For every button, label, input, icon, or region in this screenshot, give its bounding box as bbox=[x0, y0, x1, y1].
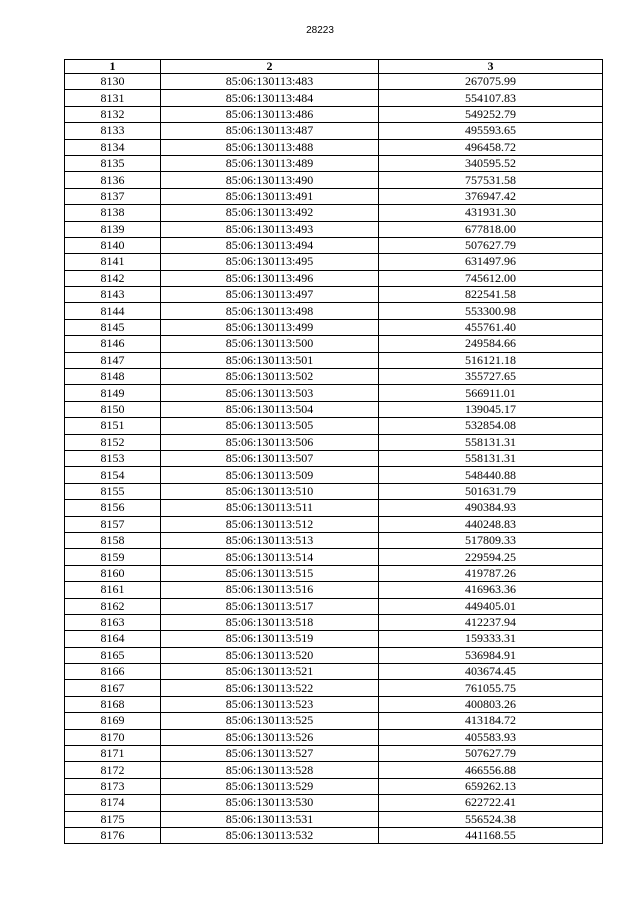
table-row bbox=[65, 516, 603, 532]
table-row bbox=[65, 565, 603, 581]
value-cell: 455761.40 bbox=[379, 319, 603, 335]
value-cell: 745612.00 bbox=[379, 270, 603, 286]
data-table bbox=[64, 59, 603, 844]
cadastral-number-cell: 85:06:130113:506 bbox=[161, 434, 379, 450]
cadastral-number-cell: 85:06:130113:518 bbox=[161, 614, 379, 630]
cadastral-number-cell: 85:06:130113:503 bbox=[161, 385, 379, 401]
column-header-2: 2 bbox=[161, 60, 379, 74]
cadastral-number-cell: 85:06:130113:512 bbox=[161, 516, 379, 532]
value-cell: 553300.98 bbox=[379, 303, 603, 319]
cadastral-number-cell: 85:06:130113:495 bbox=[161, 254, 379, 270]
table-row bbox=[65, 123, 603, 139]
value-cell: 412237.94 bbox=[379, 614, 603, 630]
value-cell: 466556.88 bbox=[379, 762, 603, 778]
cadastral-number-cell: 85:06:130113:496 bbox=[161, 270, 379, 286]
row-number-cell: 8160 bbox=[65, 565, 161, 581]
row-number-cell: 8154 bbox=[65, 467, 161, 483]
value-cell: 507627.79 bbox=[379, 746, 603, 762]
table-row bbox=[65, 467, 603, 483]
column-header-3: 3 bbox=[379, 60, 603, 74]
cadastral-number-cell: 85:06:130113:511 bbox=[161, 500, 379, 516]
cadastral-number-cell: 85:06:130113:488 bbox=[161, 139, 379, 155]
cadastral-number-cell: 85:06:130113:507 bbox=[161, 450, 379, 466]
value-cell: 490384.93 bbox=[379, 500, 603, 516]
cadastral-number-cell: 85:06:130113:501 bbox=[161, 352, 379, 368]
cadastral-number-cell: 85:06:130113:526 bbox=[161, 729, 379, 745]
cadastral-number-cell: 85:06:130113:520 bbox=[161, 647, 379, 663]
value-cell: 449405.01 bbox=[379, 598, 603, 614]
cadastral-number-cell: 85:06:130113:519 bbox=[161, 631, 379, 647]
table-row bbox=[65, 647, 603, 663]
cadastral-number-cell: 85:06:130113:525 bbox=[161, 713, 379, 729]
row-number-cell: 8130 bbox=[65, 74, 161, 90]
table-row bbox=[65, 795, 603, 811]
row-number-cell: 8138 bbox=[65, 205, 161, 221]
cadastral-number-cell: 85:06:130113:500 bbox=[161, 336, 379, 352]
row-number-cell: 8158 bbox=[65, 532, 161, 548]
table-row bbox=[65, 762, 603, 778]
row-number-cell: 8161 bbox=[65, 582, 161, 598]
table-row bbox=[65, 74, 603, 90]
cadastral-number-cell: 85:06:130113:517 bbox=[161, 598, 379, 614]
table-row bbox=[65, 287, 603, 303]
table-row bbox=[65, 614, 603, 630]
value-cell: 440248.83 bbox=[379, 516, 603, 532]
table-row bbox=[65, 336, 603, 352]
row-number-cell: 8155 bbox=[65, 483, 161, 499]
cadastral-number-cell: 85:06:130113:502 bbox=[161, 369, 379, 385]
table-row bbox=[65, 500, 603, 516]
value-cell: 516121.18 bbox=[379, 352, 603, 368]
row-number-cell: 8174 bbox=[65, 795, 161, 811]
row-number-cell: 8139 bbox=[65, 221, 161, 237]
cadastral-number-cell: 85:06:130113:532 bbox=[161, 827, 379, 843]
row-number-cell: 8169 bbox=[65, 713, 161, 729]
table-row bbox=[65, 434, 603, 450]
table-row bbox=[65, 254, 603, 270]
row-number-cell: 8141 bbox=[65, 254, 161, 270]
row-number-cell: 8146 bbox=[65, 336, 161, 352]
value-cell: 761055.75 bbox=[379, 680, 603, 696]
value-cell: 267075.99 bbox=[379, 74, 603, 90]
row-number-cell: 8132 bbox=[65, 106, 161, 122]
table-row bbox=[65, 778, 603, 794]
row-number-cell: 8150 bbox=[65, 401, 161, 417]
row-number-cell: 8152 bbox=[65, 434, 161, 450]
row-number-cell: 8131 bbox=[65, 90, 161, 106]
cadastral-number-cell: 85:06:130113:514 bbox=[161, 549, 379, 565]
row-number-cell: 8136 bbox=[65, 172, 161, 188]
cadastral-number-cell: 85:06:130113:497 bbox=[161, 287, 379, 303]
row-number-cell: 8135 bbox=[65, 155, 161, 171]
value-cell: 532854.08 bbox=[379, 418, 603, 434]
value-cell: 517809.33 bbox=[379, 532, 603, 548]
cadastral-number-cell: 85:06:130113:491 bbox=[161, 188, 379, 204]
value-cell: 496458.72 bbox=[379, 139, 603, 155]
value-cell: 229594.25 bbox=[379, 549, 603, 565]
row-number-cell: 8163 bbox=[65, 614, 161, 630]
row-number-cell: 8137 bbox=[65, 188, 161, 204]
cadastral-number-cell: 85:06:130113:483 bbox=[161, 74, 379, 90]
row-number-cell: 8148 bbox=[65, 369, 161, 385]
row-number-cell: 8165 bbox=[65, 647, 161, 663]
row-number-cell: 8157 bbox=[65, 516, 161, 532]
row-number-cell: 8166 bbox=[65, 664, 161, 680]
table-row bbox=[65, 450, 603, 466]
cadastral-number-cell: 85:06:130113:515 bbox=[161, 565, 379, 581]
table-row bbox=[65, 237, 603, 253]
cadastral-number-cell: 85:06:130113:509 bbox=[161, 467, 379, 483]
table-row bbox=[65, 713, 603, 729]
value-cell: 340595.52 bbox=[379, 155, 603, 171]
row-number-cell: 8133 bbox=[65, 123, 161, 139]
table-row bbox=[65, 352, 603, 368]
table-row bbox=[65, 418, 603, 434]
value-cell: 548440.88 bbox=[379, 467, 603, 483]
cadastral-number-cell: 85:06:130113:530 bbox=[161, 795, 379, 811]
row-number-cell: 8140 bbox=[65, 237, 161, 253]
row-number-cell: 8142 bbox=[65, 270, 161, 286]
value-cell: 507627.79 bbox=[379, 237, 603, 253]
cadastral-number-cell: 85:06:130113:505 bbox=[161, 418, 379, 434]
table-row bbox=[65, 205, 603, 221]
table-row bbox=[65, 155, 603, 171]
value-cell: 413184.72 bbox=[379, 713, 603, 729]
cadastral-number-cell: 85:06:130113:523 bbox=[161, 696, 379, 712]
value-cell: 139045.17 bbox=[379, 401, 603, 417]
table-row bbox=[65, 221, 603, 237]
row-number-cell: 8143 bbox=[65, 287, 161, 303]
cadastral-number-cell: 85:06:130113:522 bbox=[161, 680, 379, 696]
value-cell: 566911.01 bbox=[379, 385, 603, 401]
table-header-row bbox=[65, 60, 603, 74]
value-cell: 622722.41 bbox=[379, 795, 603, 811]
table-row bbox=[65, 483, 603, 499]
page-number: 28223 bbox=[306, 25, 334, 36]
cadastral-number-cell: 85:06:130113:493 bbox=[161, 221, 379, 237]
value-cell: 495593.65 bbox=[379, 123, 603, 139]
value-cell: 405583.93 bbox=[379, 729, 603, 745]
table-row bbox=[65, 172, 603, 188]
cadastral-number-cell: 85:06:130113:486 bbox=[161, 106, 379, 122]
value-cell: 403674.45 bbox=[379, 664, 603, 680]
value-cell: 554107.83 bbox=[379, 90, 603, 106]
row-number-cell: 8156 bbox=[65, 500, 161, 516]
row-number-cell: 8173 bbox=[65, 778, 161, 794]
cadastral-number-cell: 85:06:130113:531 bbox=[161, 811, 379, 827]
row-number-cell: 8159 bbox=[65, 549, 161, 565]
row-number-cell: 8170 bbox=[65, 729, 161, 745]
row-number-cell: 8176 bbox=[65, 827, 161, 843]
cadastral-number-cell: 85:06:130113:513 bbox=[161, 532, 379, 548]
value-cell: 558131.31 bbox=[379, 450, 603, 466]
table-row bbox=[65, 549, 603, 565]
cadastral-number-cell: 85:06:130113:504 bbox=[161, 401, 379, 417]
value-cell: 536984.91 bbox=[379, 647, 603, 663]
table-row bbox=[65, 90, 603, 106]
row-number-cell: 8164 bbox=[65, 631, 161, 647]
row-number-cell: 8167 bbox=[65, 680, 161, 696]
table-body bbox=[65, 74, 603, 844]
row-number-cell: 8134 bbox=[65, 139, 161, 155]
table-row bbox=[65, 582, 603, 598]
cadastral-number-cell: 85:06:130113:528 bbox=[161, 762, 379, 778]
table-row bbox=[65, 811, 603, 827]
value-cell: 159333.31 bbox=[379, 631, 603, 647]
value-cell: 677818.00 bbox=[379, 221, 603, 237]
row-number-cell: 8168 bbox=[65, 696, 161, 712]
table-row bbox=[65, 532, 603, 548]
row-number-cell: 8175 bbox=[65, 811, 161, 827]
value-cell: 659262.13 bbox=[379, 778, 603, 794]
table-row bbox=[65, 746, 603, 762]
table-header bbox=[65, 60, 603, 74]
row-number-cell: 8162 bbox=[65, 598, 161, 614]
cadastral-number-cell: 85:06:130113:494 bbox=[161, 237, 379, 253]
cadastral-number-cell: 85:06:130113:516 bbox=[161, 582, 379, 598]
table-row bbox=[65, 270, 603, 286]
table-row bbox=[65, 188, 603, 204]
value-cell: 549252.79 bbox=[379, 106, 603, 122]
cadastral-number-cell: 85:06:130113:489 bbox=[161, 155, 379, 171]
table-row bbox=[65, 319, 603, 335]
value-cell: 376947.42 bbox=[379, 188, 603, 204]
value-cell: 757531.58 bbox=[379, 172, 603, 188]
value-cell: 631497.96 bbox=[379, 254, 603, 270]
row-number-cell: 8151 bbox=[65, 418, 161, 434]
table-row bbox=[65, 680, 603, 696]
column-header-1: 1 bbox=[65, 60, 161, 74]
cadastral-number-cell: 85:06:130113:492 bbox=[161, 205, 379, 221]
cadastral-number-cell: 85:06:130113:498 bbox=[161, 303, 379, 319]
value-cell: 501631.79 bbox=[379, 483, 603, 499]
row-number-cell: 8149 bbox=[65, 385, 161, 401]
value-cell: 400803.26 bbox=[379, 696, 603, 712]
cadastral-number-cell: 85:06:130113:510 bbox=[161, 483, 379, 499]
cadastral-number-cell: 85:06:130113:484 bbox=[161, 90, 379, 106]
value-cell: 556524.38 bbox=[379, 811, 603, 827]
row-number-cell: 8153 bbox=[65, 450, 161, 466]
cadastral-number-cell: 85:06:130113:521 bbox=[161, 664, 379, 680]
row-number-cell: 8144 bbox=[65, 303, 161, 319]
value-cell: 355727.65 bbox=[379, 369, 603, 385]
row-number-cell: 8171 bbox=[65, 746, 161, 762]
row-number-cell: 8172 bbox=[65, 762, 161, 778]
table-row bbox=[65, 401, 603, 417]
value-cell: 249584.66 bbox=[379, 336, 603, 352]
value-cell: 419787.26 bbox=[379, 565, 603, 581]
cadastral-number-cell: 85:06:130113:527 bbox=[161, 746, 379, 762]
cadastral-number-cell: 85:06:130113:529 bbox=[161, 778, 379, 794]
table-row bbox=[65, 696, 603, 712]
table-row bbox=[65, 139, 603, 155]
table-row bbox=[65, 369, 603, 385]
value-cell: 431931.30 bbox=[379, 205, 603, 221]
cadastral-number-cell: 85:06:130113:487 bbox=[161, 123, 379, 139]
value-cell: 822541.58 bbox=[379, 287, 603, 303]
table-row bbox=[65, 385, 603, 401]
table-row bbox=[65, 598, 603, 614]
table-row bbox=[65, 631, 603, 647]
value-cell: 441168.55 bbox=[379, 827, 603, 843]
value-cell: 416963.36 bbox=[379, 582, 603, 598]
table-row bbox=[65, 729, 603, 745]
table-row bbox=[65, 303, 603, 319]
table-row bbox=[65, 106, 603, 122]
cadastral-number-cell: 85:06:130113:490 bbox=[161, 172, 379, 188]
table-row bbox=[65, 664, 603, 680]
cadastral-number-cell: 85:06:130113:499 bbox=[161, 319, 379, 335]
value-cell: 558131.31 bbox=[379, 434, 603, 450]
row-number-cell: 8147 bbox=[65, 352, 161, 368]
row-number-cell: 8145 bbox=[65, 319, 161, 335]
table-row bbox=[65, 827, 603, 843]
